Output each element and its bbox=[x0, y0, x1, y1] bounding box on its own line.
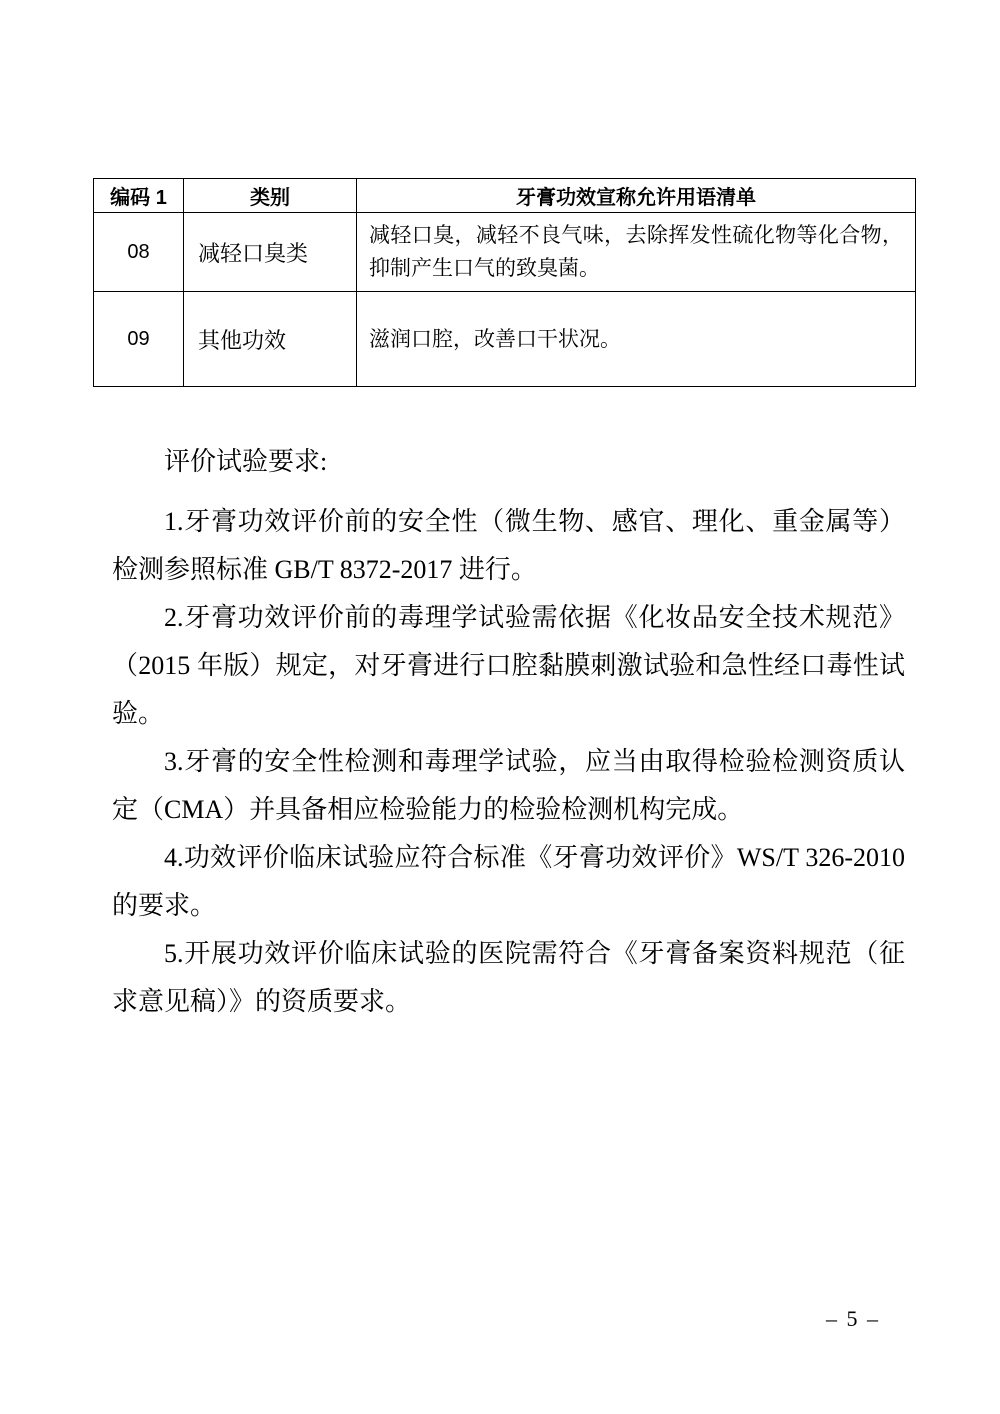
table-header-row bbox=[94, 179, 916, 213]
cell-code-08: 08 bbox=[94, 213, 184, 292]
table-header-code: 编码 1 bbox=[94, 179, 184, 213]
table-header-category: 类别 bbox=[184, 179, 357, 213]
body-paragraph-1: 1.牙膏功效评价前的安全性（微生物、感官、理化、重金属等）检测参照标准 GB/T 8372-2017 进行。 bbox=[112, 507, 905, 584]
table-header-claims: 牙膏功效宣称允许用语清单 bbox=[357, 179, 916, 213]
cell-claims-08: 减轻口臭，减轻不良气味，去除挥发性硫化物等化合物，抑制产生口气的致臭菌。 bbox=[357, 213, 916, 292]
body-paragraph-4: 4.功效评价临床试验应符合标准《牙膏功效评价》WS/T 326-2010 的要求。 bbox=[112, 843, 905, 920]
body-text bbox=[112, 438, 905, 1026]
toothpaste-claims-table bbox=[93, 178, 916, 387]
body-paragraph-3: 3.牙膏的安全性检测和毒理学试验，应当由取得检验检测资质认定（CMA）并具备相应检验能力的检验检测机构完成。 bbox=[112, 747, 905, 824]
page-number: – 5 – bbox=[826, 1306, 880, 1331]
cell-category-08: 减轻口臭类 bbox=[184, 213, 357, 292]
cell-category-09: 其他功效 bbox=[184, 292, 357, 387]
cell-code-09: 09 bbox=[94, 292, 184, 387]
body-paragraph-5: 5.开展功效评价临床试验的医院需符合《牙膏备案资料规范（征求意见稿）》的资质要求。 bbox=[112, 939, 905, 1016]
body-paragraph-2: 2.牙膏功效评价前的毒理学试验需依据《化妆品安全技术规范》（2015 年版）规定，对牙膏进行口腔黏膜刺激试验和急性经口毒性试验。 bbox=[112, 603, 905, 728]
table-row bbox=[94, 292, 916, 387]
evaluation-requirements-heading: 评价试验要求: bbox=[164, 447, 328, 476]
cell-claims-09: 滋润口腔，改善口干状况。 bbox=[357, 292, 916, 387]
table-row bbox=[94, 213, 916, 292]
